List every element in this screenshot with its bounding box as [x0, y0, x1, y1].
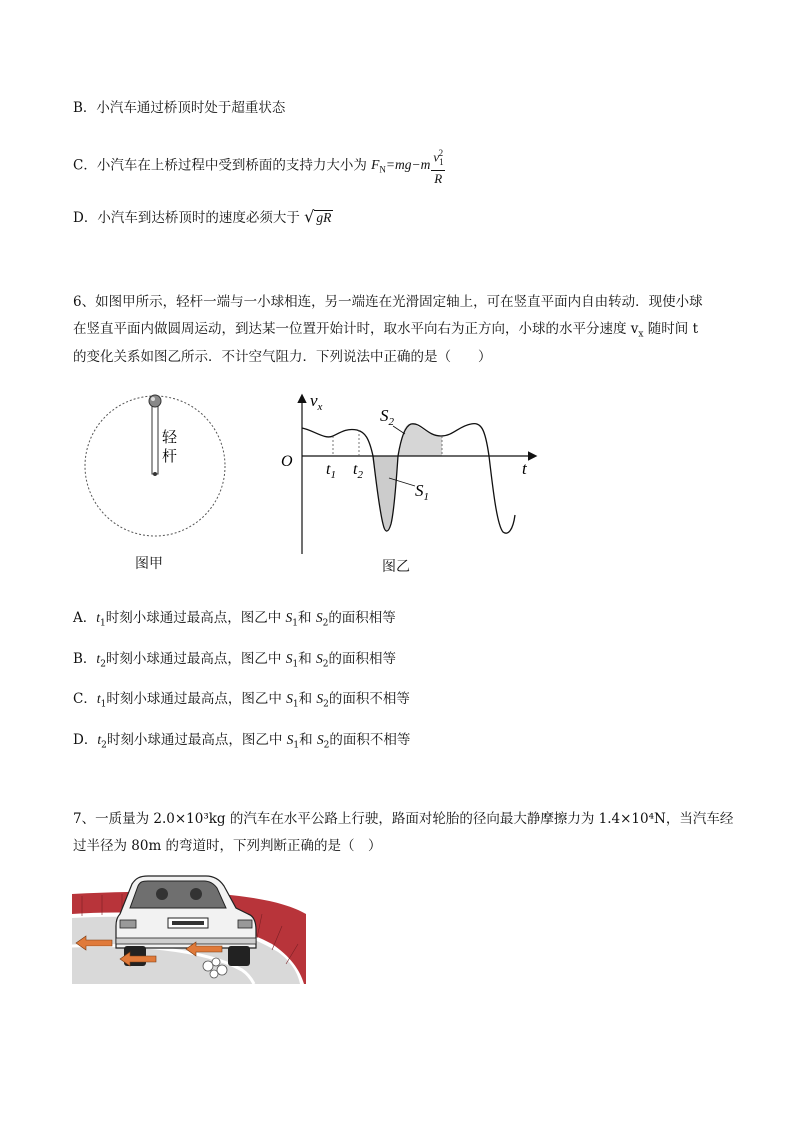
license-plate-text — [172, 921, 204, 925]
opt-s1: S — [286, 732, 294, 747]
opt-mid: 时刻小球通过最高点，图乙中 — [106, 691, 287, 707]
opt-s1: S — [285, 651, 293, 666]
q6-option-b — [73, 647, 396, 670]
axis-x-label: t — [522, 459, 527, 478]
formula-f-sub: N — [379, 165, 386, 176]
q5-option-c-fraction — [431, 146, 445, 186]
q6-option-a — [73, 606, 396, 629]
q6-stem-line2 — [73, 317, 698, 340]
opt-post: 的面积不相等 — [329, 732, 411, 748]
s2-region — [398, 424, 442, 456]
passenger-1 — [156, 888, 168, 900]
opt-s2-sub: 2 — [322, 659, 329, 670]
rod-label-1: 轻 — [162, 428, 178, 446]
q6-option-c — [73, 687, 410, 710]
sqrt-icon: √ — [304, 207, 315, 226]
opt-mid: 时刻小球通过最高点，图乙中 — [106, 732, 287, 748]
opt-s2-sub: 2 — [323, 699, 329, 710]
opt-post: 的面积相等 — [328, 651, 396, 667]
opt-and: 和 — [298, 651, 316, 667]
q6-stem-vx-sub: x — [638, 329, 644, 340]
opt-prefix: D． — [73, 732, 98, 748]
opt-t: t — [96, 651, 101, 666]
opt-s2-sub: 2 — [322, 618, 329, 629]
opt-and: 和 — [298, 610, 316, 626]
caption-jia: 图甲 — [135, 556, 163, 572]
opt-s2: S — [316, 691, 324, 706]
s1-label: $S_1$ — [415, 481, 429, 503]
opt-post: 的面积不相等 — [328, 691, 410, 707]
rod-label-2: 杆 — [162, 447, 178, 465]
opt-s1-sub: 1 — [292, 618, 299, 629]
ball — [149, 395, 161, 407]
opt-mid: 时刻小球通过最高点，图乙中 — [105, 651, 286, 667]
axis-y-label: $v_x$ — [310, 391, 323, 413]
q7-stem-line1 — [73, 807, 733, 827]
pivot-axis — [153, 472, 157, 476]
car-curve-illustration — [72, 874, 306, 984]
opt-t-sub: 1 — [100, 699, 107, 710]
frac-num-sup: 2 — [438, 148, 444, 158]
car-rear-window — [130, 881, 226, 908]
q5-option-c — [73, 146, 445, 186]
opt-prefix: C． — [73, 691, 97, 707]
opt-prefix: A． — [73, 610, 97, 626]
bumper — [116, 938, 256, 944]
q5-option-d-text: D．小汽车到达桥顶时的速度必须大于 — [73, 210, 305, 226]
passenger-2 — [190, 888, 202, 900]
figure-jia — [82, 390, 232, 550]
frac-num-sub: 1 — [439, 156, 444, 167]
opt-s2-sub: 2 — [323, 740, 330, 751]
opt-post: 的面积相等 — [328, 610, 396, 626]
opt-t: t — [97, 732, 102, 747]
figure-yi — [275, 390, 545, 560]
frac-den: R — [434, 170, 443, 186]
q5-option-c-text: C．小汽车在上桥过程中受到桥面的支持力大小为 — [73, 157, 372, 174]
opt-s2: S — [316, 651, 323, 666]
t1-label: $t_1$ — [326, 461, 336, 481]
q5-option-d — [73, 206, 333, 226]
q6-stem-line1 — [73, 290, 703, 310]
opt-s1: S — [285, 610, 293, 625]
tail-light-left — [120, 920, 136, 928]
q6-stem-line3 — [73, 345, 492, 365]
opt-s1-sub: 1 — [293, 740, 300, 751]
q5-option-c-formula — [371, 157, 431, 176]
opt-s1: S — [286, 691, 293, 706]
opt-t: t — [96, 691, 101, 706]
caption-yi: 图乙 — [382, 559, 410, 575]
s1-region — [372, 456, 398, 531]
wheel-right — [228, 946, 250, 966]
opt-and: 和 — [298, 691, 317, 707]
opt-s2: S — [316, 732, 324, 747]
formula-mid: =mg−m — [385, 157, 431, 173]
q5-option-b-text: B．小汽车通过桥顶时处于超重状态 — [73, 100, 286, 116]
q7-stem-line2-text: 过半径为 80m 的弯道时，下列判断正确的是（ ） — [73, 838, 382, 854]
opt-s1-sub: 1 — [292, 659, 299, 670]
opt-and: 和 — [299, 732, 317, 748]
q7-stem-line1-text: 7、一质量为 2.0×10³kg 的汽车在水平公路上行驶，路面对轮胎的径向最大静摩擦力为 1.4×10⁴N，当汽车经 — [73, 811, 734, 827]
q5-option-d-sqrt: gR — [316, 210, 332, 225]
origin-label: O — [281, 453, 293, 470]
q6-stem-line3-text: 的变化关系如图乙所示．不计空气阻力．下列说法中正确的是（ ） — [73, 349, 492, 365]
opt-s1-sub: 1 — [292, 699, 299, 710]
opt-mid: 时刻小球通过最高点，图乙中 — [105, 610, 286, 626]
opt-t-sub: 1 — [100, 618, 106, 629]
t2-label: $t_2$ — [353, 461, 363, 481]
s2-leader — [393, 426, 405, 434]
s2-label: $S_2$ — [380, 406, 394, 428]
frac-num: v — [433, 149, 440, 165]
q6-stem-line2-text: 在竖直平面内做圆周运动，到达某一位置开始计时，取水平向右为正方向，小球的水平分速度 v — [73, 321, 639, 337]
opt-t-sub: 2 — [101, 740, 107, 751]
opt-t: t — [96, 610, 101, 625]
opt-prefix: B． — [73, 651, 97, 667]
tail-light-right — [238, 920, 252, 928]
q7-stem-line2 — [73, 834, 382, 854]
q5-option-b — [73, 96, 285, 116]
opt-s2: S — [315, 610, 323, 625]
opt-t-sub: 2 — [100, 659, 106, 670]
light-rod — [152, 406, 158, 474]
q6-stem-line2-post: 随时间 t — [643, 321, 699, 337]
q6-option-d — [73, 728, 410, 751]
formula-f: F — [371, 157, 380, 173]
ball-highlight — [151, 397, 155, 401]
q6-stem-line1-text: 6、如图甲所示，轻杆一端与一小球相连，另一端连在光滑固定轴上，可在竖直平面内自由转动．现使小球 — [73, 294, 703, 310]
